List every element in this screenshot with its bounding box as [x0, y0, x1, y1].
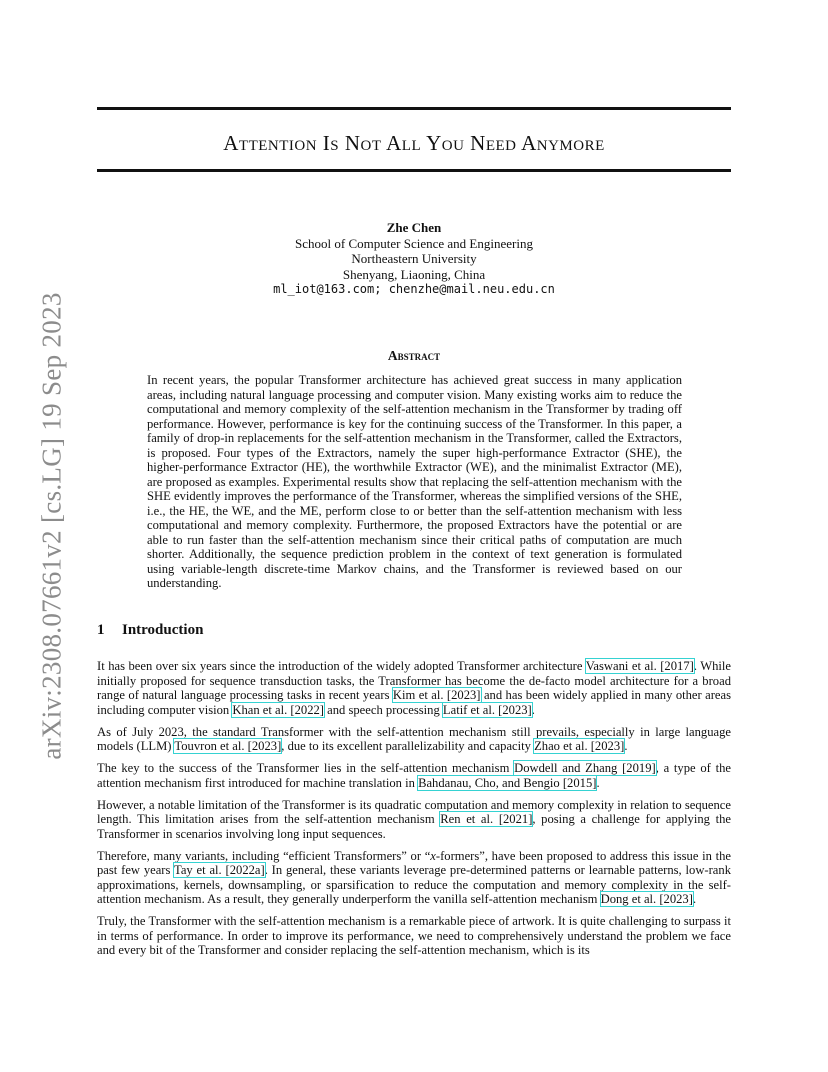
paragraph-text: . In general, these variants leverage pre-determined patterns or learnable patterns, low-rank approximations, kernels, downsampling, or sparsification to reduce the computation and memory complexity in the self-attention mechanism. As a result, they generally underperform the vanilla self-attention mechanism	[97, 863, 731, 906]
paragraph	[97, 761, 731, 790]
title-rule-top	[97, 107, 731, 110]
title-rule-bottom	[97, 169, 731, 172]
citation-link[interactable]: Zhao et al. [2023]	[534, 739, 625, 753]
paragraph-text: . While initially proposed for sequence transduction tasks, the Transformer has become the de-facto model architecture for a broad range of natural language processing tasks in recent years	[97, 659, 732, 702]
author-location: Shenyang, Liaoning, China	[342, 266, 486, 282]
emphasis-x: x	[430, 848, 436, 863]
paragraph-text: , a type of the attention mechanism first introduced for machine translation in	[97, 761, 731, 790]
paragraph	[97, 849, 731, 907]
citation-link[interactable]: Vaswani et al. [2017]	[585, 659, 694, 673]
paragraph-text: and has been widely applied in many other areas including computer vision	[97, 688, 731, 717]
author-email: ml_iot@163.com; chenzhe@mail.neu.edu.cn	[273, 282, 555, 296]
citation-link[interactable]: Ren et al. [2021]	[440, 812, 533, 826]
paragraph-text: The key to the success of the Transformer lies in the self-attention mechanism	[97, 761, 515, 775]
citation-link[interactable]: Khan et al. [2022]	[232, 702, 324, 717]
paragraph-text: As of July 2023, the standard Transformer with the self-attention mechanism still prevails, especially in large language models (LLM)	[97, 724, 731, 753]
paragraph-text: .	[531, 702, 535, 717]
paragraph-text: However, a notable limitation of the Transformer is its quadratic computation and memory complexity in relation to sequence length. This limitation arises from the self-attention mechanism	[97, 797, 731, 826]
paragraph-text: , due to its excellent parallelizability and capacity	[281, 739, 535, 753]
citation-link[interactable]: Touvron et al. [2023]	[174, 739, 282, 753]
section-heading	[97, 622, 203, 639]
author-block	[97, 220, 731, 298]
citation-link[interactable]: Kim et al. [2023]	[392, 688, 481, 702]
author-name: Zhe Chen	[386, 220, 442, 235]
abstract-heading: Abstract	[387, 348, 441, 363]
section-title: Introduction	[122, 622, 204, 638]
citation-link[interactable]: Dong et al. [2023]	[600, 892, 693, 906]
section-number: 1	[97, 622, 105, 638]
citation-link[interactable]: Bahdanau, Cho, and Bengio [2015]	[418, 775, 597, 790]
paragraph-text: Therefore, many variants, including “efficient Transformers” or “	[97, 848, 431, 863]
paragraph-text: and speech processing	[324, 702, 443, 717]
arxiv-side-stamp: arXiv:2308.07661v2 [cs.LG] 19 Sep 2023	[36, 292, 67, 760]
paragraph-text: .	[596, 775, 600, 790]
paragraph-text: , posing a challenge for applying the Transformer in scenarios involving long input sequences.	[97, 812, 731, 841]
paragraph	[97, 725, 731, 754]
citation-link[interactable]: Latif et al. [2023]	[442, 702, 532, 717]
abstract-text: In recent years, the popular Transformer architecture has achieved great success in many application areas, including natural language processing and computer vision. Many existing works aim to reduce the computational and memory complexity of the self-attention mechanism in the Transformer by trading off performance. However, performance is key for the continuing success of the Transformer. In this paper, a family of drop-in replacements for the self-attention mechanism in the Transformer, called the Extractors, is proposed. Four types of the Extractors, namely the super high-performance Extractor (SHE), the higher-performance Extractor (HE), the worthwhile Extractor (WE), and the minimalist Extractor (ME), are proposed as examples. Experimental results show that replacing the self-attention mechanism with the SHE evidently improves the performance of the Transformer, whereas the simplified versions of the SHE, i.e., the HE, the WE, and the ME, perform close to or better than the self-attention mechanism with less computational and memory complexity. Furthermore, the proposed Extractors have the potential or are able to run faster than the self-attention mechanism since their critical paths of computation are much shorter. Additionally, the sequence prediction problem in the context of text generation is formulated using variable-length discrete-time Markov chains, and the Transformer is reviewed based on our understanding.	[147, 373, 682, 590]
paragraph-text: -formers”, have been proposed to address this issue in the past few years	[97, 848, 731, 877]
introduction-body	[97, 659, 731, 965]
paragraph-text: .	[692, 892, 697, 906]
paper-title: Attention Is Not All You Need Anymore	[223, 131, 605, 155]
paragraph-text: Truly, the Transformer with the self-attention mechanism is a remarkable piece of artwork. It is quite challenging to surpass it in terms of performance. In order to improve its performance, we need to comprehensively understand the problem we face and every bit of the Transformer and consider replacing the self-attention mechanism, which is its	[97, 914, 731, 957]
paragraph	[97, 798, 731, 842]
paragraph	[97, 914, 731, 958]
citation-link[interactable]: Dowdell and Zhang [2019]	[514, 761, 656, 775]
paragraph-text: .	[624, 739, 628, 753]
paragraph-text: It has been over six years since the introduction of the widely adopted Transformer architecture	[97, 659, 586, 673]
author-affiliation-school: School of Computer Science and Engineering	[295, 235, 533, 251]
paragraph	[97, 659, 731, 717]
citation-link[interactable]: Tay et al. [2022a]	[174, 863, 265, 877]
author-affiliation-university: Northeastern University	[351, 251, 477, 266]
